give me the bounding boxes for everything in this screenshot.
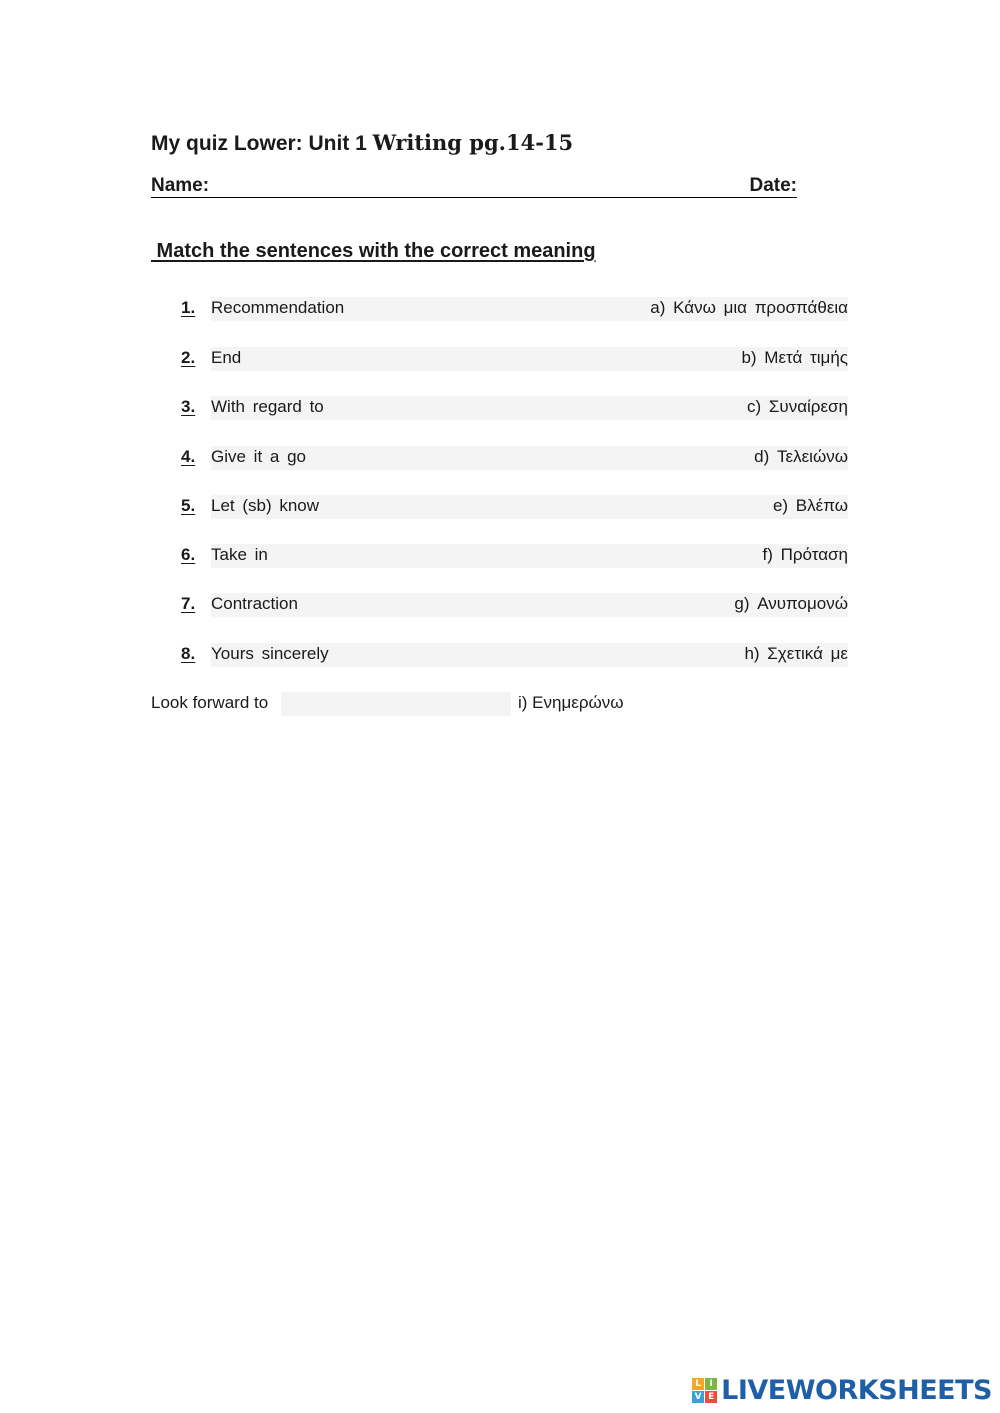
item-number: 6. (181, 545, 196, 564)
page-title (151, 130, 573, 156)
item-meaning: f) Πρόταση (762, 545, 848, 564)
item-term: Contraction (211, 594, 298, 613)
match-row-4[interactable] (181, 446, 848, 470)
item-meaning: a) Κάνω μια προσπάθεια (650, 298, 848, 317)
item-meaning: e) Βλέπω (772, 496, 848, 515)
item-term: Yours sincerely (211, 644, 329, 663)
item-term: Let (sb) know (211, 496, 320, 515)
match-row-6[interactable] (181, 544, 848, 568)
liveworksheets-logo (692, 1375, 992, 1405)
item-meaning: g) Ανυπομονώ (734, 594, 848, 613)
item-number: 5. (181, 496, 196, 515)
item-meaning: d) Τελειώνω (754, 447, 848, 466)
item-term: Take in (211, 545, 268, 564)
name-date-line[interactable] (151, 175, 797, 198)
item-term: Give it a go (211, 447, 306, 466)
item-number: 3. (181, 397, 196, 416)
logo-mark-letter: I (705, 1378, 717, 1390)
match-row-2[interactable] (181, 347, 848, 371)
title-part-2: Writing pg.14-15 (372, 130, 574, 155)
item-meaning: h) Σχετικά με (744, 644, 848, 663)
item-term: With regard to (211, 397, 324, 416)
item-number: 8. (181, 644, 196, 663)
logo-mark-letter: L (692, 1378, 704, 1390)
extra-match-row[interactable] (151, 692, 631, 716)
item-meaning: c) Συναίρεση (747, 397, 848, 416)
match-row-5[interactable] (181, 495, 848, 519)
extra-term: Look forward to (151, 693, 269, 712)
logo-text: LIVEWORKSHEETS (721, 1374, 992, 1406)
item-term: Recommendation (211, 298, 345, 317)
answer-band[interactable] (211, 544, 848, 568)
answer-band[interactable] (211, 446, 848, 470)
logo-mark-icon (692, 1378, 717, 1403)
item-number: 1. (181, 298, 196, 317)
logo-mark-letter: V (692, 1391, 704, 1403)
answer-band[interactable] (281, 692, 511, 716)
item-meaning: b) Μετά τιμής (741, 348, 848, 367)
match-row-3[interactable] (181, 396, 848, 420)
date-label: Date: (749, 175, 797, 196)
name-label: Name: (151, 175, 210, 196)
logo-mark-letter: E (705, 1391, 717, 1403)
match-row-1[interactable] (181, 297, 848, 321)
item-number: 4. (181, 447, 196, 466)
item-term: End (211, 348, 242, 367)
item-number: 7. (181, 594, 196, 613)
match-row-7[interactable] (181, 593, 848, 617)
match-row-8[interactable] (181, 643, 848, 667)
extra-meaning: i) Ενημερώνω (518, 693, 624, 712)
item-number: 2. (181, 348, 196, 367)
instruction-text: Match the sentences with the correct meaning (151, 240, 596, 262)
title-part-1: My quiz Lower: Unit 1 (151, 132, 373, 155)
